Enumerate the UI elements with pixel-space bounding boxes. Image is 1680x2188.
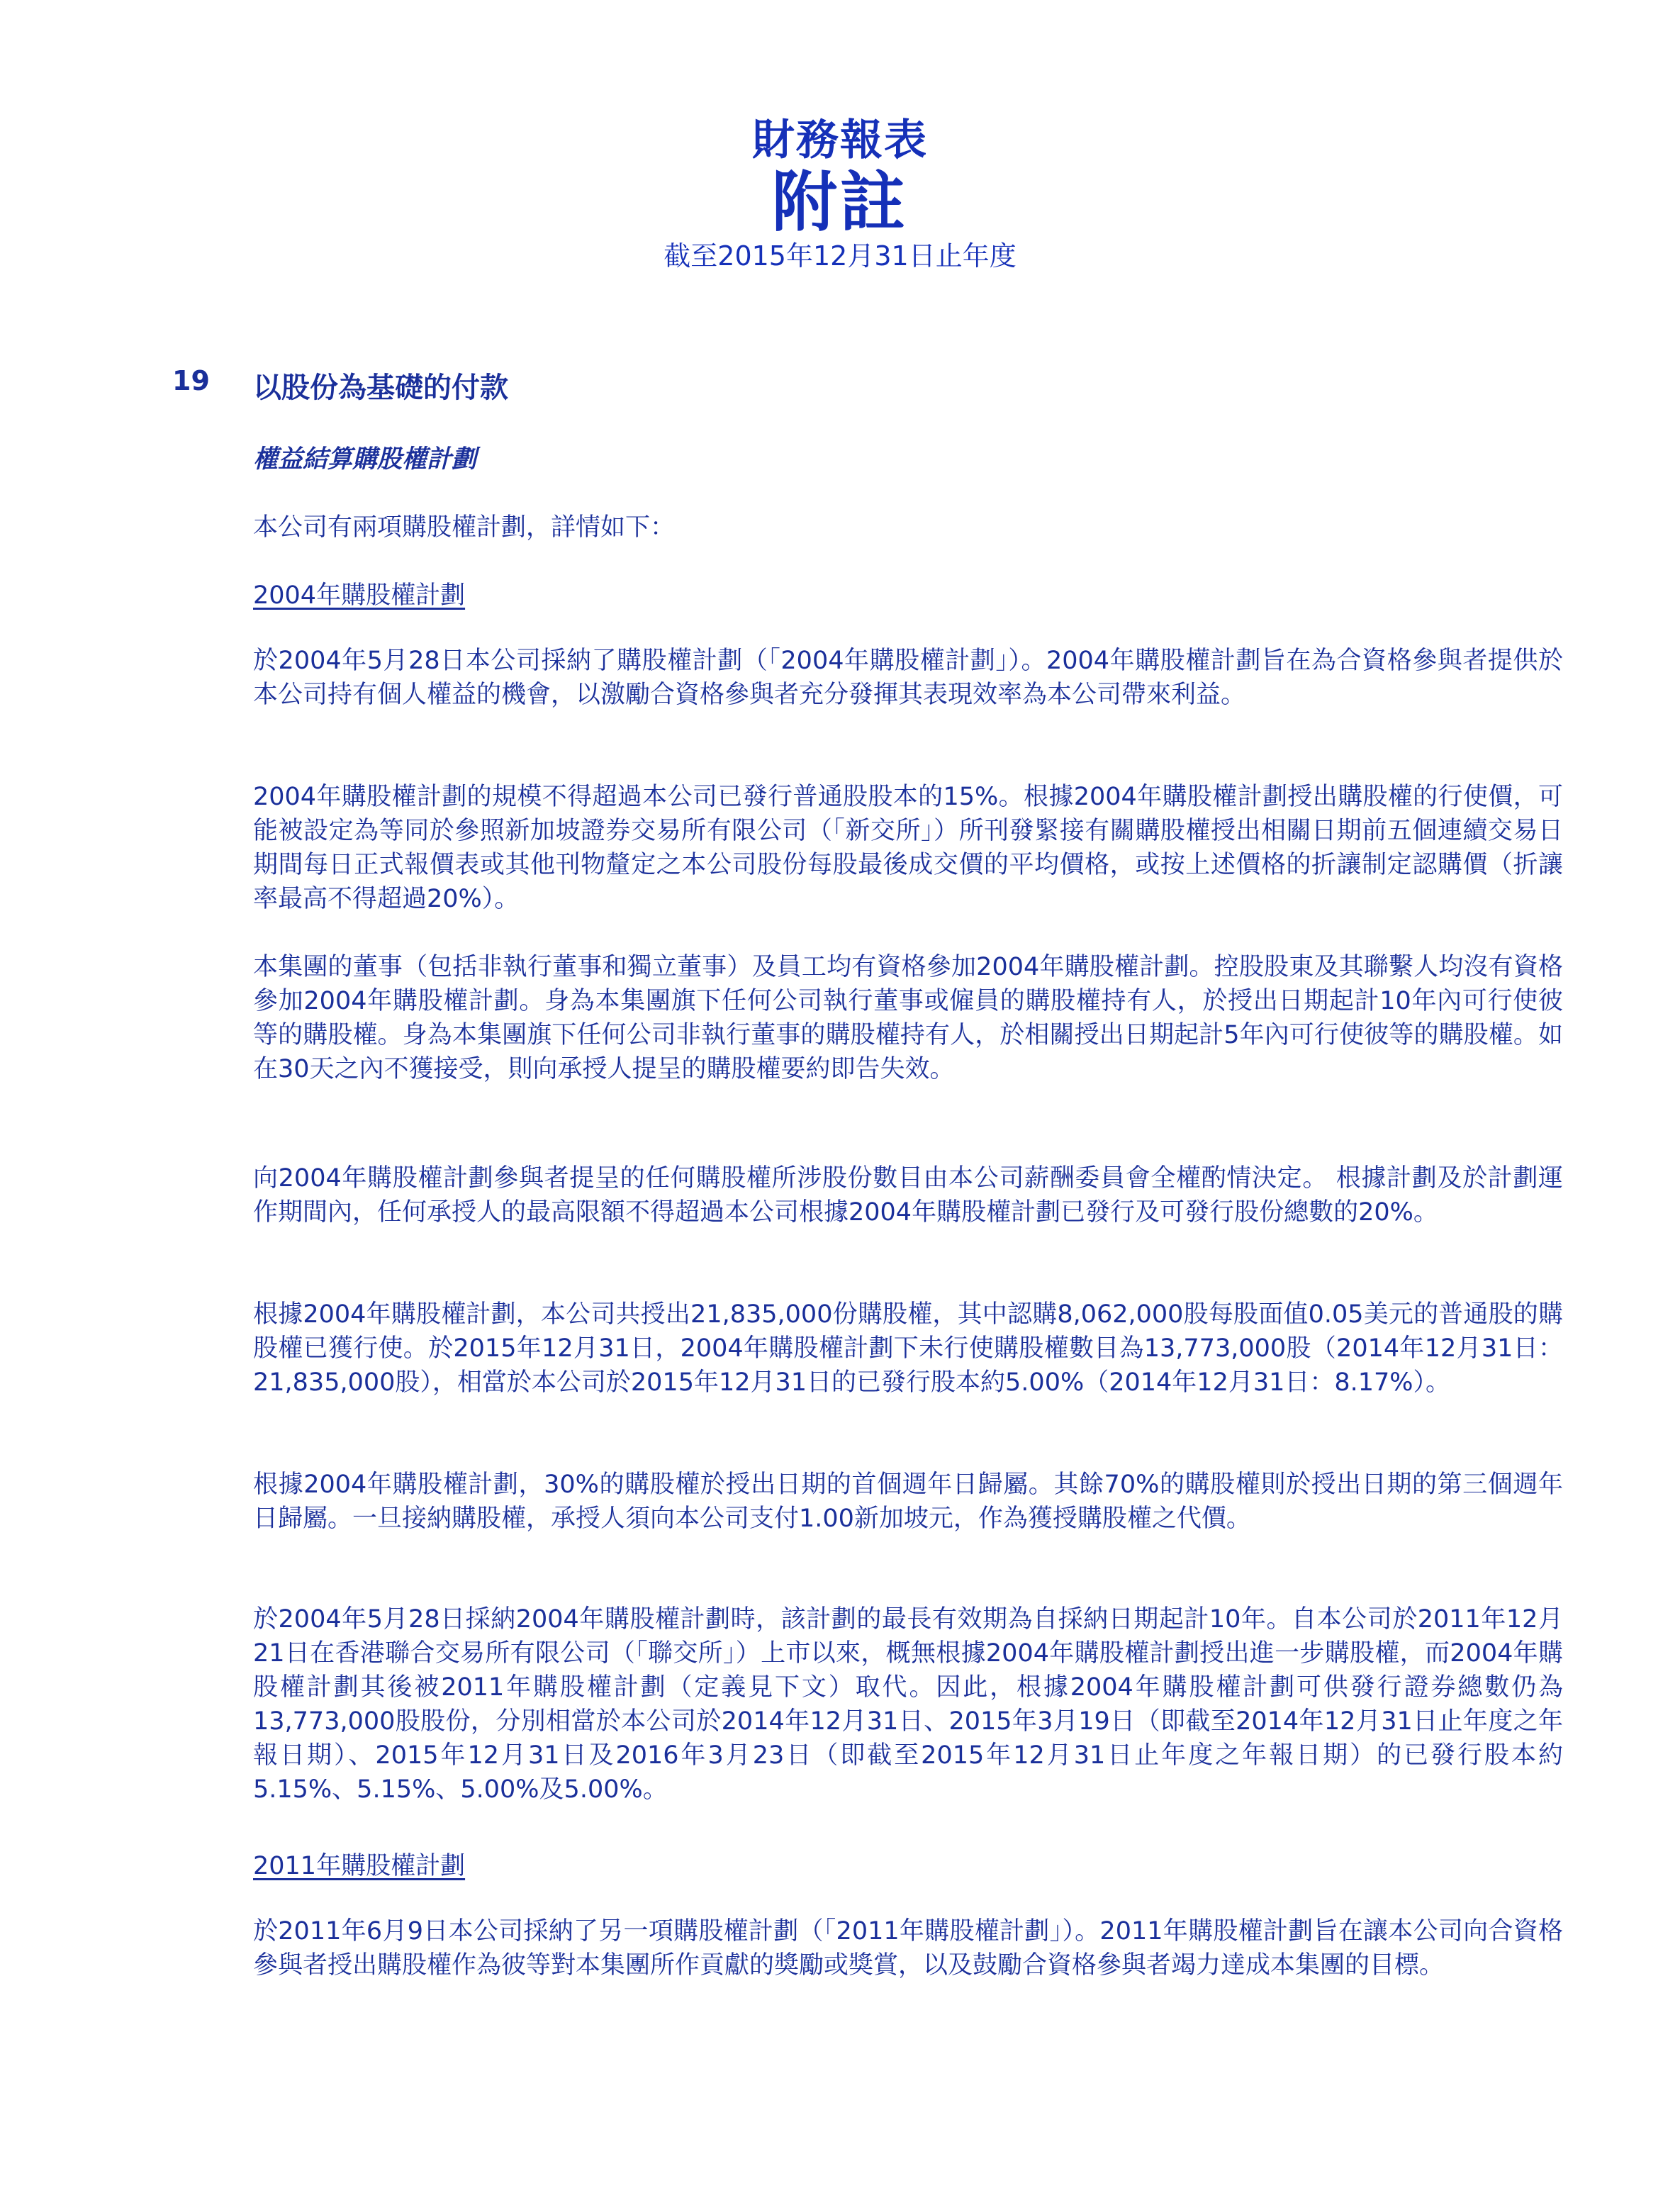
notes-title: 附註 (771, 164, 908, 240)
section-number: 19 (172, 365, 210, 396)
scheme-2004-paragraph: 根據2004年購股權計劃，本公司共授出21,835,000份購股權，其中認購8,062,000股每股面值0.05美元的普通股的購股權已獲行使。於2015年12月31日，2004年購股權計劃下未行使購股權數目為13,773,000股（2014年12月31日：21,835,000股），相當於本公司於2015年12月31日的已發行股本約5.00%（2014年12月31日：8.17%）。 (253, 1300, 1563, 1397)
scheme-2004-paragraph: 向2004年購股權計劃參與者提呈的任何購股權所涉股份數目由本公司薪酬委員會全權酌情決定。 根據計劃及於計劃運作期間內，任何承授人的最高限額不得超過本公司根據2004年購股權計劃已發行及可發行股份總數的20%。 (253, 1164, 1563, 1227)
period-subtitle: 截至2015年12月31日止年度 (663, 240, 1017, 272)
scheme-2004-paragraph: 本集團的董事（包括非執行董事和獨立董事）及員工均有資格參加2004年購股權計劃。控股股東及其聯繫人均沒有資格參加2004年購股權計劃。身為本集團旗下任何公司執行董事或僱員的購股權持有人，於授出日期起計10年內可行使彼等的購股權。身為本集團旗下任何公司非執行董事的購股權持有人，於相關授出日期起計5年內可行使彼等的購股權。如在30天之內不獲接受，則向承授人提呈的購股權要約即告失效。 (253, 953, 1563, 1083)
scheme-2011-heading: 2011年購股權計劃 (253, 1852, 466, 1880)
scheme-2004-heading: 2004年購股權計劃 (253, 581, 466, 610)
scheme-2004-paragraph: 於2004年5月28日採納2004年購股權計劃時，該計劃的最長有效期為自採納日期起計10年。自本公司於2011年12月21日在香港聯合交易所有限公司（「聯交所」）上市以來，概無根據2004年購股權計劃授出進一步購股權，而2004年購股權計劃其後被2011年購股權計劃（定義見下文）取代。因此，根據2004年購股權計劃可供發行證券總數仍為13,773,000股股份，分別相當於本公司於2014年12月31日、2015年3月19日（即截至2014年12月31日止年度之年報日期）、2015年12月31日及2016年3月23日（即截至2015年12月31日止年度之年報日期）的已發行股本約5.15%、5.15%、5.00%及5.00%。 (253, 1605, 1563, 1804)
intro-text: 本公司有兩項購股權計劃，詳情如下： (253, 513, 676, 542)
scheme-2004-paragraph: 根據2004年購股權計劃，30%的購股權於授出日期的首個週年日歸屬。其餘70%的購股權則於授出日期的第三個週年日歸屬。一旦接納購股權，承授人須向本公司支付1.00新加坡元，作為獲授購股權之代價。 (253, 1470, 1563, 1533)
section-title: 以股份為基礎的付款 (253, 372, 508, 404)
section-subtitle: 權益結算購股權計劃 (253, 445, 477, 474)
scheme-2011-paragraph: 於2011年6月9日本公司採納了另一項購股權計劃（「2011年購股權計劃」）。2011年購股權計劃旨在讓本公司向合資格參與者授出購股權作為彼等對本集團所作貢獻的獎勵或獎賞，以及鼓勵合資格參與者竭力達成本集團的目標。 (253, 1917, 1563, 1980)
scheme-2004-paragraph: 2004年購股權計劃的規模不得超過本公司已發行普通股股本的15%。根據2004年購股權計劃授出購股權的行使價，可能被設定為等同於參照新加坡證券交易所有限公司（「新交所」）所刊發緊接有關購股權授出相關日期前五個連續交易日期間每日正式報價表或其他刊物釐定之本公司股份每股最後成交價的平均價格，或按上述價格的折讓制定認購價（折讓率最高不得超過20%）。 (253, 783, 1563, 913)
report-title: 財務報表 (752, 116, 928, 165)
scheme-2004-paragraph: 於2004年5月28日本公司採納了購股權計劃（「2004年購股權計劃」）。2004年購股權計劃旨在為合資格參與者提供於本公司持有個人權益的機會，以激勵合資格參與者充分發揮其表現效率為本公司帶來利益。 (253, 647, 1563, 709)
